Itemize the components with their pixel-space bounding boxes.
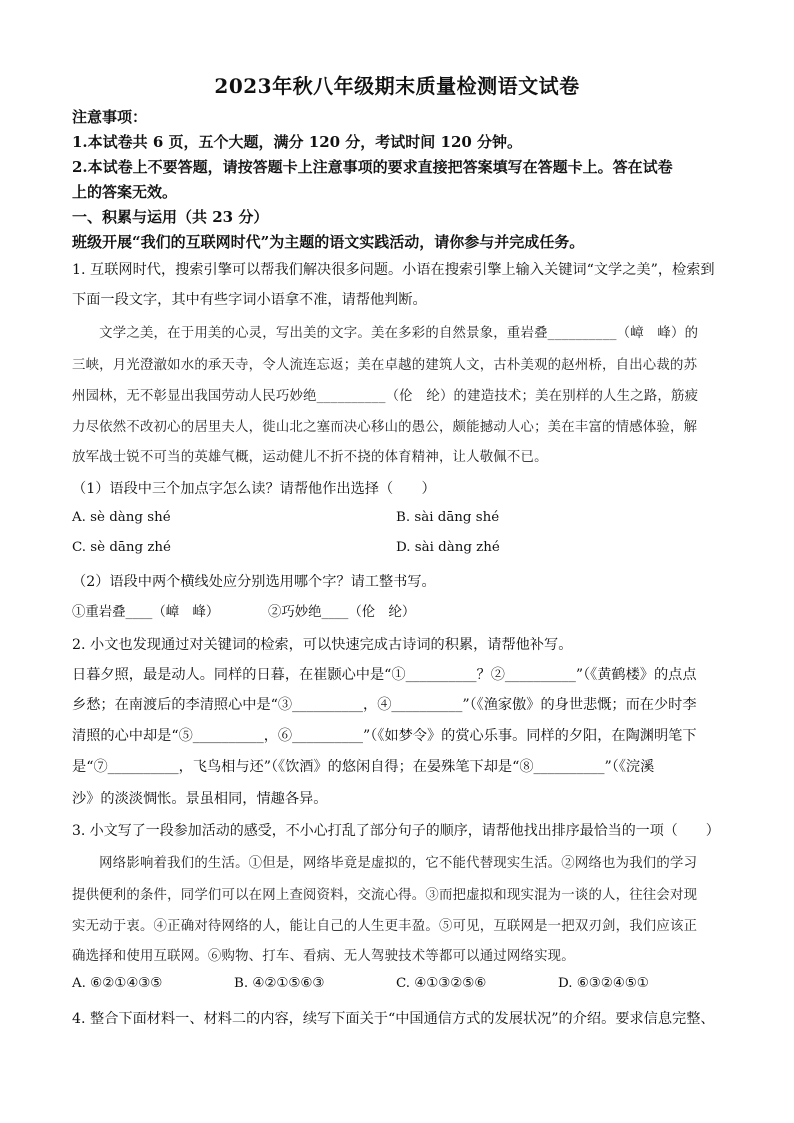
q3-option-a[interactable]: A. ⑥②①④③⑤ — [72, 976, 163, 991]
q1-stem-cont: 下面一段文字，其中有些字词小语拿不准，请帮他判断。 — [72, 292, 427, 308]
q3-stem: 3. 小文写了一段参加活动的感受，不小心打乱了部分句子的顺序，请帮他找出排序最恰当的一项（ ） — [72, 823, 720, 839]
q3-passage-line: 确选择和使用互联网。⑥购物、打车、看病、无人驾驶技术等都可以通过网络实现。 — [72, 949, 575, 964]
q3-option-b[interactable]: B. ④②①⑤⑥③ — [234, 976, 325, 991]
q1-sub2: （2）语段中两个横线处应分别选用哪个字？请工整书写。 — [72, 574, 436, 590]
notice-item-2-cont: 上的答案无效。 — [72, 183, 178, 201]
q2-line: 乡愁；在南渡后的李清照心中是“③__________，④__________”（《渔家傲》的身世悲慨；而在少时李 — [72, 697, 697, 713]
q1-passage-line: 三峡，月光澄澈如水的承天寺，令人流连忘返；美在卓越的建筑人文，古朴美观的赵州桥，自出心裁的苏 — [72, 358, 698, 373]
q3-passage-line: 实无动于衷。④正确对待网络的人，能让自己的人生更丰盈。⑤可见，互联网是一把双刃剑，我们应该正 — [72, 919, 698, 934]
q1-sub1: （1）语段中三个加点字怎么读？请帮他作出选择（ ） — [72, 481, 436, 497]
q1-passage-line: 州园林，无不彰显出我国劳动人民巧妙绝__________（伦 纶）的建造技术；美在别样的人生之路，筋疲 — [72, 389, 699, 404]
q3-option-d[interactable]: D. ⑥③②④⑤① — [558, 976, 649, 991]
section-1-heading: 一、积累与运用（共 23 分） — [72, 208, 269, 226]
q1-fill-2: ②巧妙绝____（伦 纶） — [268, 605, 416, 620]
q1-option-b[interactable]: B. sài dāng shé — [396, 510, 500, 525]
q2-line: 是“⑦__________，飞鸟相与还”（《饮酒》的悠闲自得；在晏殊笔下却是“⑧__________”（《浣溪 — [72, 759, 655, 775]
q4-stem: 4. 整合下面材料一、材料二的内容，续写下面关于“中国通信方式的发展状况”的介绍。要求信息完整、 — [72, 1011, 715, 1027]
q1-option-a[interactable]: A. sè dàng shé — [72, 510, 171, 525]
q2-line: 清照的心中却是“⑤__________，⑥__________”（《如梦令》的赏心乐事。同样的夕阳，在陶渊明笔下 — [72, 728, 697, 744]
q1-option-d[interactable]: D. sài dàng zhé — [396, 540, 500, 555]
q2-line: 日暮夕照，最是动人。同样的日暮，在崔颢心中是“①__________？②__________”（《黄鹤楼》的点点 — [72, 667, 697, 683]
notice-heading: 注意事项： — [72, 108, 148, 126]
q3-passage-line: 网络影响着我们的生活。①但是，网络毕竟是虚拟的，它不能代替现实生活。②网络也为我们的学习 — [72, 856, 698, 871]
q3-option-c[interactable]: C. ④①③②⑤⑥ — [396, 976, 487, 991]
q1-option-c[interactable]: C. sè dāng zhé — [72, 540, 171, 555]
notice-item-1: 1.本试卷共 6 页，五个大题，满分 120 分，考试时间 120 分钟。 — [72, 133, 523, 151]
q1-stem: 1. 互联网时代，搜索引擎可以帮我们解决很多问题。小语在搜索引擎上输入关键词“文学之美”，检索到 — [72, 262, 715, 278]
exam-title: 2023年秋八年级期末质量检测语文试卷 — [214, 74, 580, 98]
q2-line: 2. 小文也发现通过对关键词的检索，可以快速完成古诗词的积累，请帮他补写。 — [72, 637, 573, 653]
q3-passage-line: 提供便利的条件，同学们可以在网上查阅资料，交流心得。③而把虚拟和现实混为一谈的人，往往会对现 — [72, 888, 698, 903]
q1-passage-line: 文学之美，在于用美的心灵，写出美的文字。美在多彩的自然景象，重岩叠__________（嶂 峰）的 — [72, 326, 699, 341]
section-1-intro: 班级开展“我们的互联网时代”为主题的语文实践活动，请你参与并完成任务。 — [72, 233, 585, 251]
q1-fill-1: ①重岩叠____（嶂 峰） — [72, 605, 220, 620]
q1-passage-line: 力尽依然不改初心的居里夫人，徙山北之塞而决心移山的愚公，颇能撼动人心；美在丰富的情感体验，解 — [72, 420, 698, 435]
q1-passage-line: 放军战士锐不可当的英雄气概，运动健儿不折不挠的体育精神，让人敬佩不已。 — [72, 450, 548, 465]
notice-item-2: 2.本试卷上不要答题，请按答题卡上注意事项的要求直接把答案填写在答题卡上。答在试卷 — [72, 158, 673, 176]
q2-line: 沙》的淡淡惆怅。景虽相同，情趣各异。 — [72, 791, 328, 807]
